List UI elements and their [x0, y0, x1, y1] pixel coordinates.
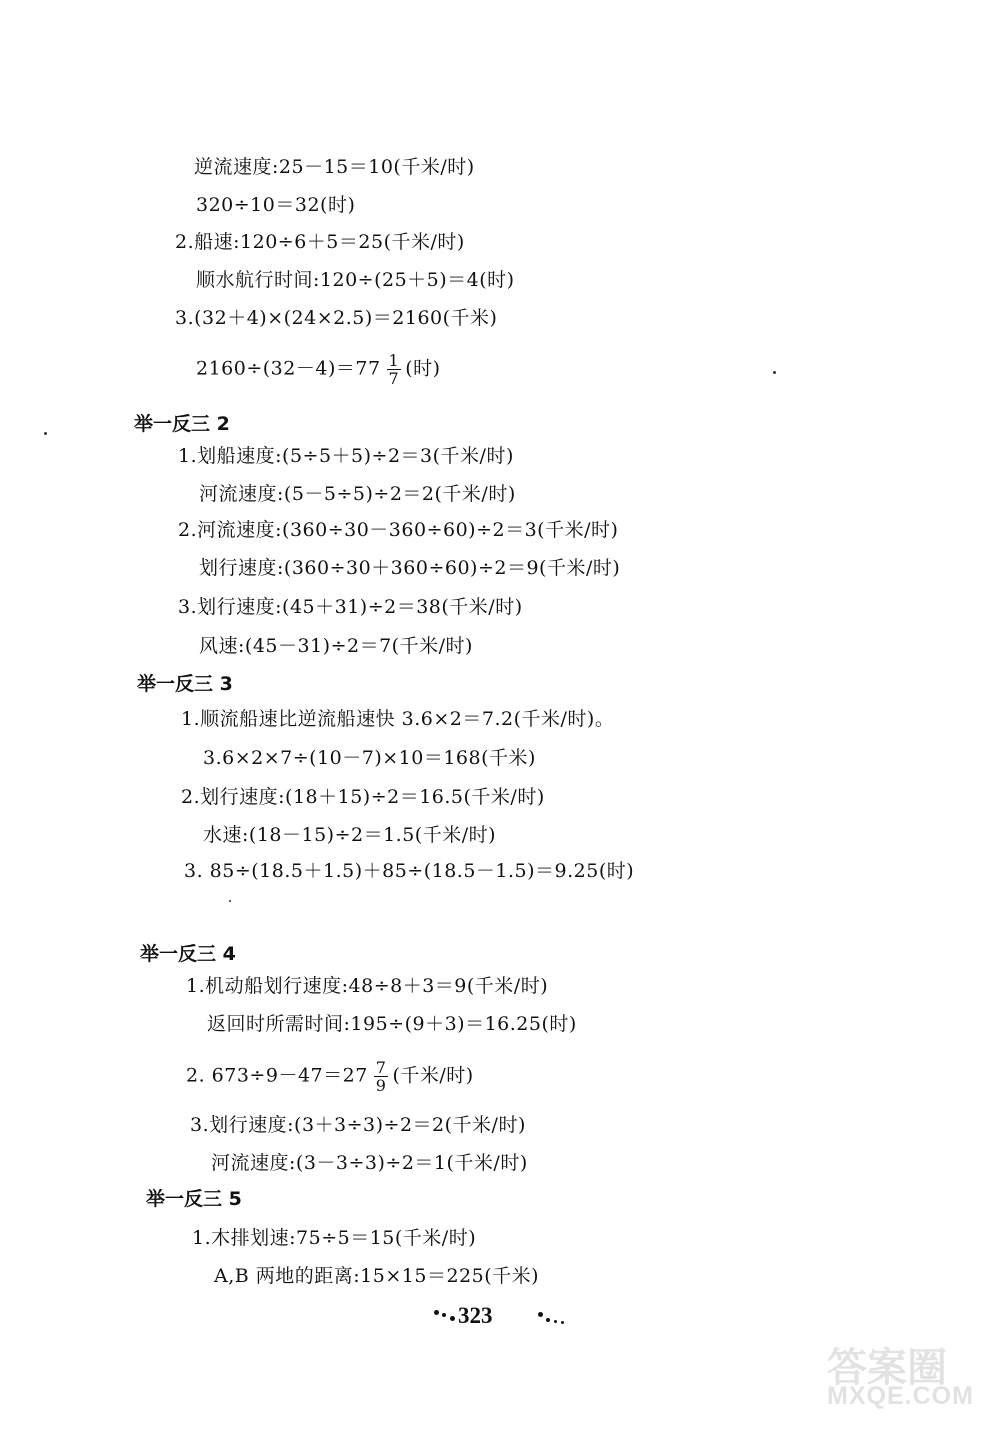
- answer-line: 320÷10＝32(时): [196, 194, 356, 216]
- answer-line: 逆流速度:25－15＝10(千米/时): [194, 156, 475, 178]
- page-ornament-dot: [554, 1320, 557, 1323]
- answer-line: 顺水航行时间:120÷(25＋5)＝4(时): [196, 269, 515, 291]
- page-ornament-dot: [546, 1318, 550, 1322]
- page-ornament-dot: [538, 1312, 543, 1317]
- answer-line: 1.机动船划行速度:48÷8＋3＝9(千米/时): [186, 975, 549, 997]
- unit: (时): [405, 357, 441, 380]
- section-heading: 举一反三 3: [137, 673, 233, 695]
- scan-speck: [773, 371, 776, 374]
- fraction-denominator: 9: [375, 1076, 387, 1095]
- page-ornament-dot: [450, 1316, 455, 1321]
- answer-line-with-fraction: [196, 352, 441, 387]
- page-ornament-dot: [442, 1313, 446, 1317]
- page-ornament-dot: [561, 1321, 564, 1324]
- page-ornament-dot: [434, 1310, 439, 1315]
- answer-line: 2.河流速度:(360÷30－360÷60)÷2＝3(千米/时): [178, 519, 619, 541]
- scan-speck: [229, 900, 231, 902]
- page-number: 323: [458, 1303, 493, 1328]
- answer-line: 3.划行速度:(3＋3÷3)÷2＝2(千米/时): [190, 1114, 526, 1136]
- fraction-numerator: 7: [375, 1058, 387, 1077]
- fraction-denominator: 7: [388, 369, 400, 388]
- answer-line: 2.船速:120÷6＋5＝25(千米/时): [175, 231, 465, 253]
- expression: 2160÷(32－4)＝77: [196, 357, 381, 380]
- section-heading: 举一反三 2: [134, 413, 230, 435]
- answer-line: 1.顺流船速比逆流船速快 3.6×2＝7.2(千米/时)。: [181, 708, 615, 730]
- fraction: [387, 352, 402, 387]
- answer-line: 1.木排划速:75÷5＝15(千米/时): [192, 1227, 477, 1249]
- answer-line: A,B 两地的距离:15×15＝225(千米): [214, 1265, 540, 1287]
- fraction: [374, 1059, 389, 1094]
- answer-line: 2.划行速度:(18＋15)÷2＝16.5(千米/时): [181, 786, 545, 808]
- answer-line: 3.划行速度:(45＋31)÷2＝38(千米/时): [178, 596, 523, 618]
- fraction-numerator: 1: [388, 351, 400, 370]
- unit: (千米/时): [392, 1064, 474, 1087]
- watermark-cn: 答案圈: [827, 1345, 947, 1391]
- watermark-logo: [825, 1336, 995, 1422]
- answer-line: 3.6×2×7÷(10－7)×10＝168(千米): [203, 747, 536, 769]
- answer-line: 3. 85÷(18.5＋1.5)＋85÷(18.5－1.5)＝9.25(时): [184, 860, 635, 882]
- answer-line: 河流速度:(3－3÷3)÷2＝1(千米/时): [211, 1152, 528, 1174]
- answer-line: 水速:(18－15)÷2＝1.5(千米/时): [203, 824, 497, 846]
- section-heading: 举一反三 4: [140, 943, 236, 965]
- answer-line: 风速:(45－31)÷2＝7(千米/时): [199, 635, 473, 657]
- answer-line-with-fraction: [186, 1059, 474, 1094]
- expression: 2. 673÷9－47＝27: [186, 1064, 368, 1087]
- section-heading: 举一反三 5: [146, 1188, 242, 1210]
- watermark-url: MXQE.COM: [827, 1382, 974, 1410]
- answer-line: 河流速度:(5－5÷5)÷2＝2(千米/时): [199, 483, 516, 505]
- answer-line: 划行速度:(360÷30＋360÷60)÷2＝9(千米/时): [199, 557, 621, 579]
- answer-line: 1.划船速度:(5÷5＋5)÷2＝3(千米/时): [178, 445, 514, 467]
- answer-line: 返回时所需时间:195÷(9＋3)＝16.25(时): [207, 1013, 577, 1035]
- scan-speck: [44, 432, 47, 435]
- answer-line: 3.(32＋4)×(24×2.5)＝2160(千米): [175, 307, 498, 329]
